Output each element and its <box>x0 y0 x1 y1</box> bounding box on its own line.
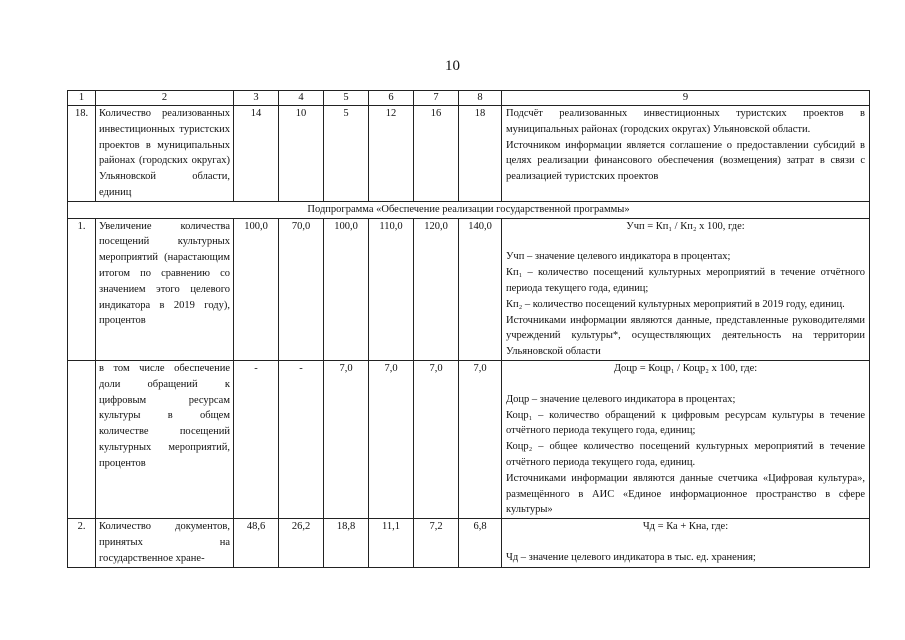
value-cell: 100,0 <box>324 218 369 360</box>
value-cell: 26,2 <box>279 519 324 567</box>
row-number: 18. <box>68 106 96 202</box>
indicator-name: в том числе обеспечение доли обращений к цифровым ресурсам культуры в общем количестве посещений культурных мероприятий, процентов <box>96 360 234 518</box>
subprogram-title: Подпрограмма «Обеспечение реализации государственной программы» <box>68 201 870 218</box>
value-cell: 6,8 <box>459 519 502 567</box>
header-cell: 1 <box>68 91 96 106</box>
indicator-description <box>502 106 870 202</box>
value-cell: 14 <box>234 106 279 202</box>
source-text: Источниками информации являются данные, представленные руководителями учреждений культуры*, осуществляющих деятельность на территории Ульяновской области <box>506 314 865 358</box>
row-number: 2. <box>68 519 96 567</box>
value-cell: 48,6 <box>234 519 279 567</box>
header-cell: 5 <box>324 91 369 106</box>
table-row-18 <box>68 106 870 202</box>
definition: Учп – значение целевого индикатора в процентах; <box>506 251 731 263</box>
formula: Учп = Кп₁ / Кп₂ х 100, где: <box>626 220 745 232</box>
value-cell: 10 <box>279 106 324 202</box>
source-text: Источниками информации являются данные счетчика «Цифровая культура», размещённого в АИС «Единое информационное пространство в сфере культуры» <box>506 472 865 516</box>
row-number: 1. <box>68 218 96 360</box>
value-cell: 70,0 <box>279 218 324 360</box>
header-row <box>68 91 870 106</box>
definition: Чд – значение целевого индикатора в тыс. ед. хранения; <box>506 551 756 563</box>
description-text: Подсчёт реализованных инвестиционных туристских проектов в муниципальных районах (городских округах) Ульяновской области. <box>506 108 865 135</box>
value-cell: 100,0 <box>234 218 279 360</box>
value-cell: 7,0 <box>369 360 414 518</box>
value-cell: 5 <box>324 106 369 202</box>
table-row-2 <box>68 519 870 567</box>
value-cell: 11,1 <box>369 519 414 567</box>
definition: Кп₁ – количество посещений культурных мероприятий в течение отчётного периода текущего года, единиц; <box>506 267 865 294</box>
header-cell: 4 <box>279 91 324 106</box>
value-cell: 140,0 <box>459 218 502 360</box>
value-cell: 110,0 <box>369 218 414 360</box>
page-number: 10 <box>445 58 460 74</box>
indicators-table <box>67 90 870 568</box>
value-cell: 7,2 <box>414 519 459 567</box>
value-cell: 120,0 <box>414 218 459 360</box>
subprogram-row <box>68 201 870 218</box>
indicator-description <box>502 360 870 518</box>
indicator-description <box>502 218 870 360</box>
value-cell: - <box>234 360 279 518</box>
definition: Коцр₁ – количество обращений к цифровым ресурсам культуры в течение отчётного периода текущего года, единиц; <box>506 409 865 437</box>
definition: Кп₂ – количество посещений культурных мероприятий в 2019 году, единиц. <box>506 298 845 310</box>
value-cell: 18 <box>459 106 502 202</box>
indicator-description <box>502 519 870 567</box>
table-row-1-sub <box>68 360 870 518</box>
value-cell: 7,0 <box>324 360 369 518</box>
value-cell: 18,8 <box>324 519 369 567</box>
formula: Доцр = Коцр₁ / Коцр₂ х 100, где: <box>613 362 758 374</box>
definition: Коцр₂ – общее количество посещений культурных мероприятий в течение отчётного периода текущего года, единиц. <box>506 441 865 468</box>
value-cell: 16 <box>414 106 459 202</box>
indicator-name: Количество документов, принятых на государственное хране- <box>96 519 234 567</box>
value-cell: 7,0 <box>414 360 459 518</box>
formula: Чд = Ка + Кна, где: <box>642 521 729 533</box>
value-cell: - <box>279 360 324 518</box>
header-cell: 9 <box>502 91 870 106</box>
source-text: Источником информации является соглашение о предоставлении субсидий в целях реализации финансового обеспечения (возмещения) затрат в связи с реализацией туристских проектов <box>506 139 865 183</box>
header-cell: 3 <box>234 91 279 106</box>
header-cell: 8 <box>459 91 502 106</box>
indicator-name: Количество реализованных инвестиционных туристских проектов в муниципальных районах (городских округах) Ульяновской области, единиц <box>96 106 234 202</box>
table-row-1 <box>68 218 870 360</box>
value-cell: 12 <box>369 106 414 202</box>
definition: Доцр – значение целевого индикатора в процентах; <box>506 393 736 405</box>
header-cell: 2 <box>96 91 234 106</box>
header-cell: 7 <box>414 91 459 106</box>
header-cell: 6 <box>369 91 414 106</box>
indicator-name: Увеличение количества посещений культурных мероприятий (нарастающим итогом по сравнению со значением этого целевого индикатора в 2019 году), процентов <box>96 218 234 360</box>
row-number <box>68 360 96 518</box>
value-cell: 7,0 <box>459 360 502 518</box>
